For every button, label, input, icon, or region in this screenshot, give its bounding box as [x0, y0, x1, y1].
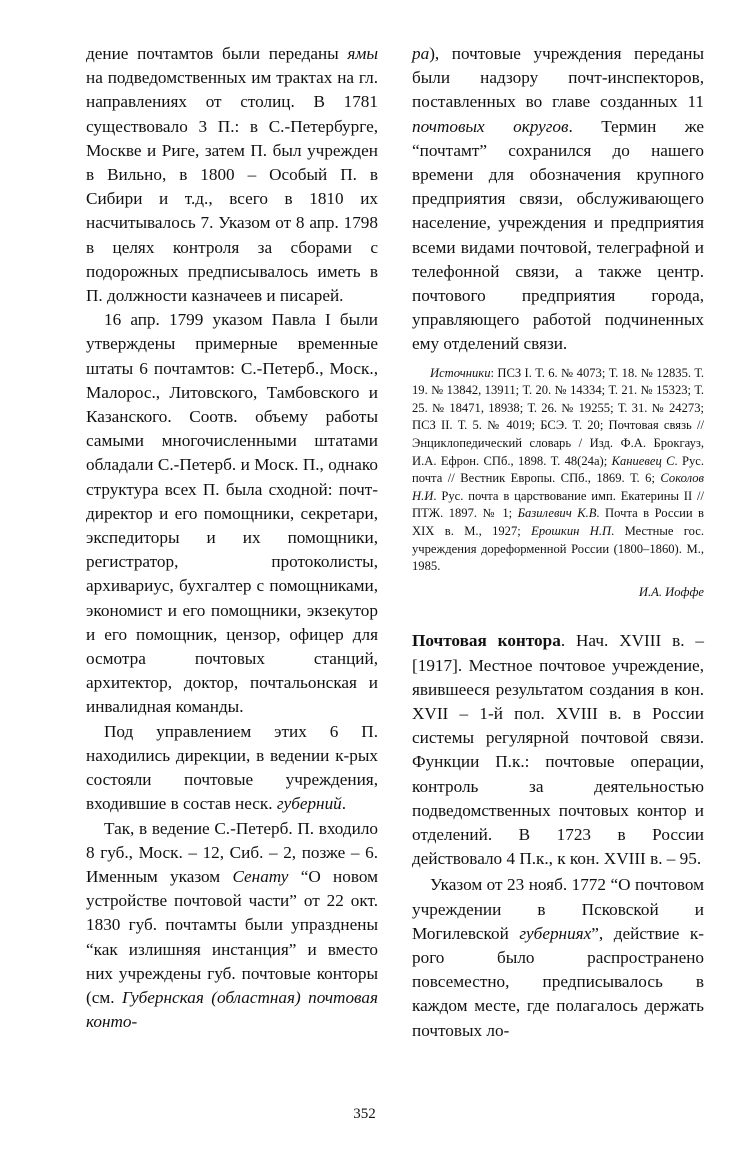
- link-yamy[interactable]: ямы: [347, 44, 378, 63]
- link-gubernii[interactable]: губерний: [276, 794, 342, 814]
- left-column: [86, 42, 378, 1034]
- paragraph-1772-decree: Указом от 23 нояб. 1772 “О почтовом учреждении в Псковской и Могилевской губерниях”, действие к-рого было распространено повсеместно, предписывалось в каждом месте, где полагалось держать почтовых ло-: [412, 875, 704, 1040]
- article-author: И.А. Иоффе: [638, 584, 704, 599]
- link-gubernskaya-kontora-cont[interactable]: ра: [412, 44, 430, 63]
- link-guberniyakh[interactable]: губерниях: [519, 923, 592, 943]
- entry-term: Почтовая контора: [412, 631, 561, 651]
- right-column: [412, 42, 704, 1043]
- paragraph-1799-staff: 16 апр. 1799 указом Павла I были утверждены примерные временные штаты 6 почтамтов: С.-Петерб., Моск., Малорос., Литовского, Тамбовского и Казанского. Соотв. объему работы самыми многочисленными штатами обладали С.-Петерб. и Моск. П., однако структура всех П. была сходной: почт-директор и его помощники, секретари, экспедиторы и их помощники, регистратор, протоколисты, архивариус, бухгалтер с помощниками, экономист и его помощники, экзекутор и его помощник, цензор, офицер для осмотра почтовых станций, архитектор, доктор, почтальонская и инвалидная команды.: [86, 310, 378, 717]
- source-author: Соколов Н.И: [412, 471, 704, 503]
- paragraph-directorates: Под управлением этих 6 П. находились дирекции, в ведении к-рых состояли почтовые учреждения, входившие в состав неск. губерний.: [86, 721, 378, 814]
- paragraph-1830-reform: Так, в ведение С.-Петерб. П. входило 8 губ., Моск. – 12, Сиб. – 2, позже – 6. Именным указом Сенату “О новом устройстве почтовой части” от 22 окт. 1830 губ. почтамты были упразднены “как излишняя инстанция” и вместо них учреждены губ. почтовые конторы (см. Губернская (областная) почтовая конто-: [86, 818, 378, 1032]
- source-author: Каниевец С: [611, 453, 675, 468]
- paragraph-postal-districts: ра), почтовые учреждения переданы были надзору почт-инспекторов, поставленных во главе созданных 11 почтовых округов. Термин же “почтамт” сохранился до нашего времени для обозначения крупного предприятия связи, обслуживающего население, учреждения и предприятия всеми видами почтовой, телеграфной и телефонной связи, а также центр. почтового предприятия города, управляющего работой подчиненных ему отделений связи.: [412, 44, 704, 354]
- paragraph-postal-history: дение почтамтов были переданы ямы на подведомственных им трактах на гл. направлениях от столиц. В 1781 существовало 3 П.: в С.-Петербурге, Москве и Риге, затем П. был учрежден в Вильно, в 1800 – Особый П. в Сибири и т.д., всего в 1810 их насчитывалось 7. Указом от 8 апр. 1798 в целях контроля за сборами с подорожных предписывалось иметь в П. должности казначеев и писарей.: [86, 44, 378, 306]
- page-number: 352: [353, 1106, 376, 1122]
- link-gubernskaya-kontora[interactable]: Губернская (областная) почтовая конто-: [86, 987, 378, 1032]
- link-senat[interactable]: Сенату: [232, 866, 289, 886]
- link-pochtovye-okruga[interactable]: почтовых округов: [412, 116, 569, 136]
- sources-label: Источники: [430, 365, 491, 380]
- source-author: Базилевич К.В: [517, 506, 597, 521]
- paragraph-postal-office-entry: Почтовая контора. Нач. XVIII в. – [1917]. Местное почтовое учреждение, явившееся результатом создания в кон. XVII – 1-й пол. XVIII в. в России системы регулярной почтовой связи. Функции П.к.: почтовые операции, контроль за деятельностью подведомственных почтовых контор и отделений. В 1723 в России действовало 4 П.к., к кон. XVIII в. – 95.: [412, 631, 705, 869]
- sources-block: Источники: ПСЗ I. Т. 6. № 4073; Т. 18. № 12835. Т. 19. № 13842, 13911; Т. 20. № 14334; Т. 21. № 15323; Т. 25. № 18471, 18938; Т. 26. № 19255; Т. 31. № 24273; ПСЗ II. Т. 5. № 4019; БСЭ. Т. 20; Почтовая связь // Энциклопедический словарь / Изд. Ф.А. Брокгауз, И.А. Ефрон. СПб., 1898. Т. 48(24а); Каниевец С. Рус. почта // Вестник Европы. СПб., 1869. Т. 6; Соколов Н.И. Рус. почта в царствование имп. Екатерины II // ПТЖ. 1897. № 1; Базилевич К.В. Почта в России в XIX в. М., 1927; Ерошкин Н.П. Местные гос. учреждения дореформенной России (1800–1860). М., 1985.: [412, 365, 705, 574]
- source-author: Ерошкин Н.П: [531, 523, 612, 538]
